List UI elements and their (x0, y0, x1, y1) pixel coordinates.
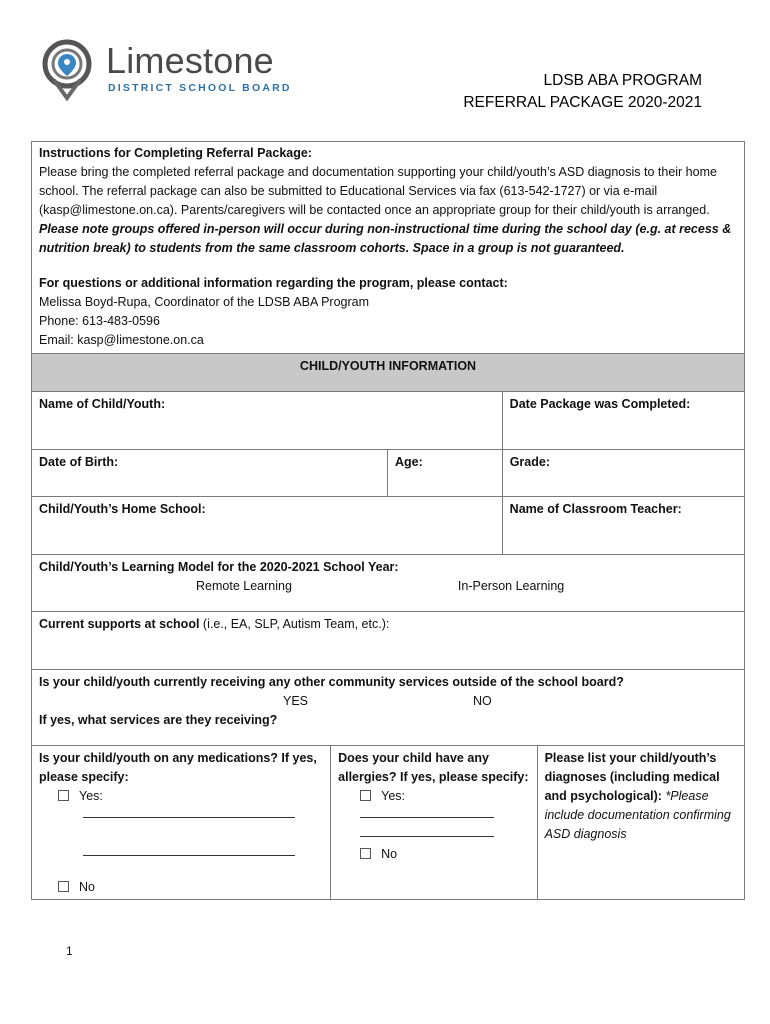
limestone-logo-icon (40, 36, 98, 102)
allergies-line-1[interactable] (360, 816, 494, 818)
age-field[interactable]: Age: (387, 450, 502, 496)
allergies-yes-checkbox[interactable] (360, 790, 371, 801)
contact-email: Email: kasp@limestone.on.ca (39, 333, 204, 347)
community-no-option[interactable]: NO (473, 694, 492, 708)
allergies-no-label: No (381, 847, 398, 861)
medications-yes-label: Yes: (79, 789, 103, 803)
teacher-field[interactable]: Name of Classroom Teacher: (502, 497, 744, 554)
medications-no-label: No (79, 880, 95, 894)
instructions-text (39, 163, 737, 258)
dob-field[interactable]: Date of Birth: (39, 455, 119, 469)
allergies-no-checkbox[interactable] (360, 848, 371, 859)
supports-hint: (i.e., EA, SLP, Autism Team, etc.): (199, 617, 390, 631)
allergies-yes-label: Yes: (381, 789, 406, 803)
medications-line-1[interactable] (83, 816, 295, 818)
medications-cell (32, 746, 330, 899)
community-yes-option[interactable]: YES (283, 694, 309, 708)
date-completed-field[interactable]: Date Package was Completed: (502, 392, 744, 449)
learning-model-label: Child/Youth’s Learning Model for the 2020-2021 School Year: (39, 560, 399, 574)
instructions-heading: Instructions for Completing Referral Package: (39, 146, 312, 160)
diagnoses-note: *Please include documentation confirming ASD diagnosis (544, 789, 731, 841)
medications-question: Is your child/youth on any medications? If yes, please specify: (39, 751, 317, 784)
child-name-field[interactable]: Name of Child/Youth: (39, 397, 166, 411)
remote-learning-option[interactable]: Remote Learning (196, 579, 292, 593)
medications-line-2[interactable] (83, 854, 295, 856)
home-school-field[interactable]: Child/Youth’s Home School: (39, 502, 206, 516)
section-header (32, 354, 744, 392)
contact-phone: Phone: 613-483-0596 (39, 314, 160, 328)
diagnoses-question: Please list your child/youth’s diagnoses (including medical and psychological): (544, 751, 720, 803)
page-title (463, 70, 702, 114)
community-row (32, 670, 744, 746)
logo-subtitle: DISTRICT SCHOOL BOARD (108, 82, 292, 94)
title-line-1: LDSB ABA PROGRAM (543, 72, 702, 89)
instructions-emphasis: Please note groups offered in-person will occur during non-instructional time during the school day (e.g. at recess & nutrition break) to students from the same classroom cohorts. Space in a group is not guaranteed. (39, 222, 732, 255)
diagnoses-cell[interactable] (537, 746, 744, 899)
community-followup: If yes, what services are they receiving? (39, 713, 278, 727)
medications-no-checkbox[interactable] (58, 881, 69, 892)
limestone-logo (40, 36, 300, 104)
supports-label: Current supports at school (39, 617, 200, 631)
referral-form (31, 141, 745, 900)
contact-name: Melissa Boyd-Rupa, Coordinator of the LDSB ABA Program (39, 295, 370, 309)
grade-field[interactable]: Grade: (502, 450, 744, 496)
logo-name: Limestone (106, 40, 274, 81)
supports-row (32, 612, 744, 670)
medications-yes-checkbox[interactable] (58, 790, 69, 801)
allergies-question: Does your child have any allergies? If yes, please specify: (338, 751, 529, 784)
instructions-body: Please bring the completed referral package and documentation supporting your child/youth’s ASD diagnosis to their home school. The referral package can also be submitted to Educational Services via fax (613-542-1727) or via e-mail (kasp@limestone.on.ca). Parents/caregivers will be contacted once an appropriate group for their child/youth is arranged. (39, 165, 717, 217)
contact-heading: For questions or additional information regarding the program, please contact: (39, 276, 508, 290)
instructions-section (32, 142, 744, 354)
supports-field[interactable] (32, 612, 744, 669)
allergies-cell (330, 746, 536, 899)
community-question: Is your child/youth currently receiving any other community services outside of the school board? (39, 675, 624, 689)
title-line-2: REFERRAL PACKAGE 2020-2021 (463, 94, 702, 111)
page-number: 1 (66, 944, 73, 958)
health-row (32, 746, 744, 899)
section-title: CHILD/YOUTH INFORMATION (299, 359, 477, 373)
inperson-learning-option[interactable]: In-Person Learning (457, 579, 565, 593)
learning-model-row (32, 555, 744, 612)
allergies-line-2[interactable] (360, 835, 494, 837)
